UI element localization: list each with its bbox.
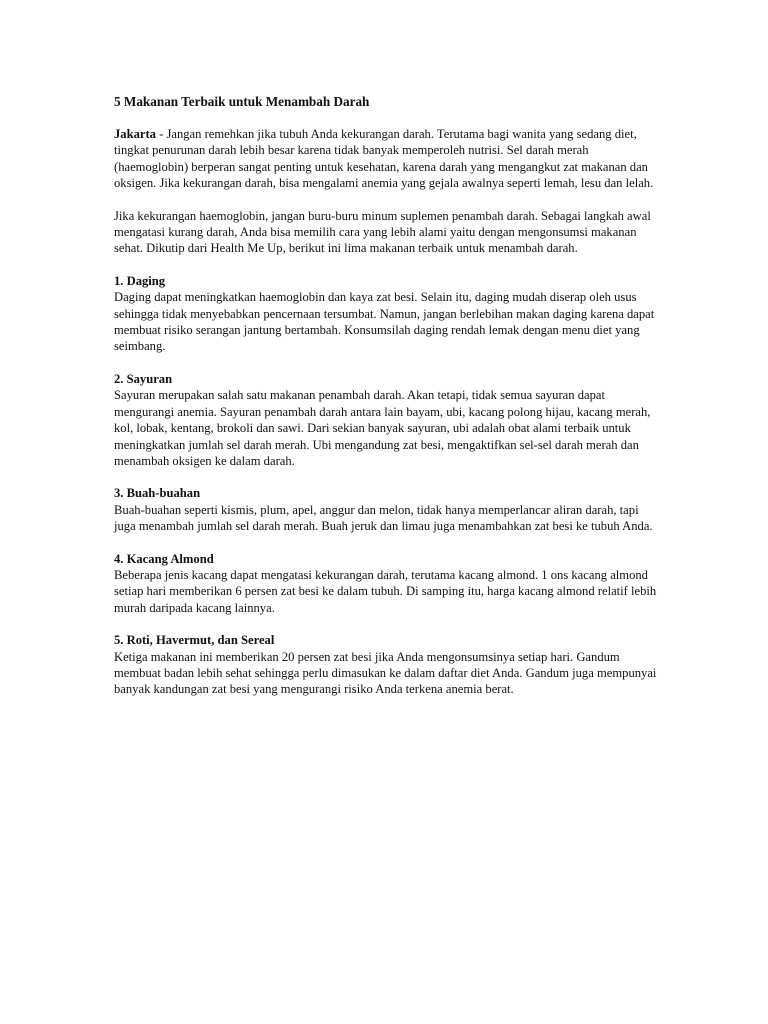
section-kacang-almond xyxy=(114,551,659,617)
section-heading: 4. Kacang Almond xyxy=(114,551,214,566)
section-body: Ketiga makanan ini memberikan 20 persen zat besi jika Anda mengonsumsinya setiap hari. Gandum membuat badan lebih sehat sehingga perlu dimasukan ke dalam daftar diet Anda. Gandum juga mempunyai banyak kandungan zat besi yang mengurangi risiko Anda terkena anemia berat. xyxy=(114,649,657,697)
section-buah-buahan xyxy=(114,485,659,534)
section-sayuran xyxy=(114,371,659,469)
document-title: 5 Makanan Terbaik untuk Menambah Darah xyxy=(114,94,370,109)
section-heading: 5. Roti, Havermut, dan Sereal xyxy=(114,633,275,648)
document-page xyxy=(114,93,659,714)
section-body: Sayuran merupakan salah satu makanan penambah darah. Akan tetapi, tidak semua sayuran dapat mengurangi anemia. Sayuran penambah darah antara lain bayam, ubi, kacang polong hijau, kacang merah, kol, lobak, kentang, brokoli dan sawi. Dari sekian banyak sayuran, ubi adalah obat alami terbaik untuk meningkatkan jumlah sel darah merah. Ubi mengandung zat besi, mengaktifkan sel-sel darah merah dan menambah oksigen ke dalam darah. xyxy=(114,388,651,468)
intro-paragraph xyxy=(114,126,659,192)
section-daging xyxy=(114,273,659,355)
section-body: Buah-buahan seperti kismis, plum, apel, anggur dan melon, tidak hanya memperlancar aliran darah, tapi juga menambah jumlah sel darah merah. Buah jeruk dan limau juga menambahkan zat besi ke tubuh Anda. xyxy=(114,502,653,534)
section-heading: 1. Daging xyxy=(114,273,166,288)
section-heading: 2. Sayuran xyxy=(114,371,173,386)
section-body: Beberapa jenis kacang dapat mengatasi kekurangan darah, terutama kacang almond. 1 ons kacang almond setiap hari memberikan 6 persen zat besi ke dalam tubuh. Di samping itu, harga kacang almond relatif lebih murah daripada kacang lainnya. xyxy=(114,567,657,615)
section-roti-havermut-sereal xyxy=(114,632,659,698)
intro-lead: Jakarta xyxy=(114,127,156,141)
section-heading: 3. Buah-buahan xyxy=(114,486,201,501)
intro-text: - Jangan remehkan jika tubuh Anda kekurangan darah. Terutama bagi wanita yang sedang diet, tingkat penurunan darah lebih besar karena tidak banyak memperoleh nutrisi. Sel darah merah (haemoglobin) berperan sangat penting untuk kesehatan, karena darah yang mengangkut zat makanan dan oksigen. Jika kekurangan darah, bisa mengalami anemia yang gejala awalnya seperti lemah, lesu dan lelah. xyxy=(114,127,654,191)
paragraph-2: Jika kekurangan haemoglobin, jangan buru-buru minum suplemen penambah darah. Sebagai langkah awal mengatasi kurang darah, Anda bisa memilih cara yang lebih alami yaitu dengan mengonsumsi makanan sehat. Dikutip dari Health Me Up, berikut ini lima makanan terbaik untuk menambah darah. xyxy=(114,208,651,256)
section-body: Daging dapat meningkatkan haemoglobin dan kaya zat besi. Selain itu, daging mudah diserap oleh usus sehingga tidak menyebabkan pencernaan tersumbat. Namun, jangan berlebihan makan daging karena dapat membuat risiko serangan jantung bertambah. Konsumsilah daging rendah lemak dengan menu diet yang seimbang. xyxy=(114,290,655,354)
